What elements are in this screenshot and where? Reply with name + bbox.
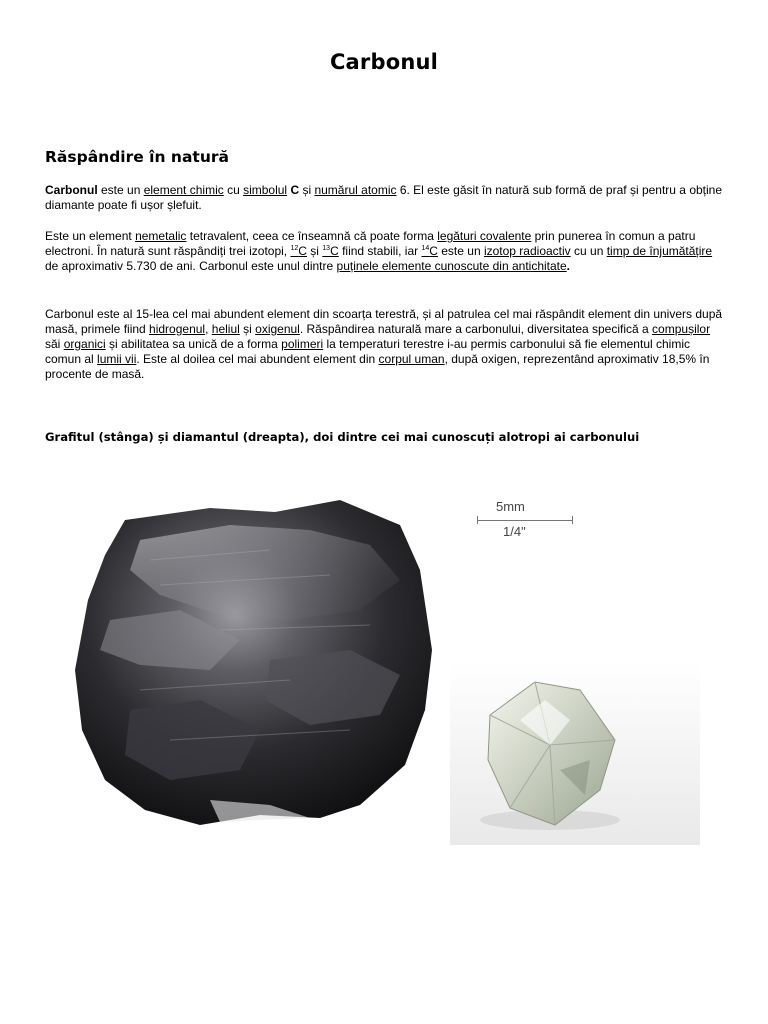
link-corpul-uman[interactable]: corpul uman bbox=[378, 352, 445, 366]
isotope-mass-number: 14 bbox=[421, 245, 430, 252]
page-title: Carbonul bbox=[329, 50, 439, 74]
link-numarul-atomic[interactable]: numărul atomic bbox=[314, 183, 397, 197]
link-carbon-13[interactable] bbox=[322, 244, 338, 258]
text: , după oxigen, reprezentând aproximativ 18,5% în procente de masă. bbox=[45, 352, 710, 381]
link-izotop-radioactiv[interactable]: izotop radioactiv bbox=[483, 244, 571, 258]
link-compusilor[interactable]: compușilor bbox=[652, 322, 711, 336]
text: este un bbox=[437, 244, 484, 258]
link-putinele-elemente[interactable]: puținele elemente cunoscute din antichitate bbox=[336, 259, 567, 273]
graphite-photo bbox=[70, 500, 450, 840]
bold-symbol-c: C bbox=[290, 183, 300, 197]
link-carbon-12[interactable] bbox=[290, 244, 306, 258]
text: . bbox=[566, 259, 571, 273]
text: . Răspândirea naturală mare a carbonului, diversitatea specifică a bbox=[299, 322, 653, 336]
text: prin punerea în comun a patru electroni. În natură sunt răspândiți trei izotopi, bbox=[45, 229, 696, 258]
text: și bbox=[299, 183, 315, 197]
text: cu un bbox=[570, 244, 607, 258]
link-legaturi-covalente[interactable]: legături covalente bbox=[437, 229, 532, 243]
diamond-photo bbox=[450, 660, 700, 845]
scale-bar bbox=[472, 496, 578, 544]
link-carbon-14[interactable] bbox=[421, 244, 437, 258]
link-organici[interactable]: organici bbox=[63, 337, 106, 351]
text: 6. El este găsit în natură sub formă de praf și pentru a obține diamante poate fi ușor șlefuit. bbox=[45, 183, 723, 212]
link-element-chimic[interactable]: element chimic bbox=[143, 183, 224, 197]
text: . Este al doilea cel mai abundent element din bbox=[136, 352, 379, 366]
text: și bbox=[306, 244, 323, 258]
scale-label-mm: 5mm bbox=[496, 499, 525, 514]
text: cu bbox=[223, 183, 244, 197]
text: și abilitatea sa unică de a forma bbox=[105, 337, 282, 351]
link-nemetalic[interactable]: nemetalic bbox=[135, 229, 187, 243]
figure-caption: Grafitul (stânga) și diamantul (dreapta), doi dintre cei mai cunoscuți alotropi ai carbonului bbox=[45, 430, 640, 444]
text: săi bbox=[45, 337, 64, 351]
text: tetravalent, ceea ce înseamnă că poate forma bbox=[186, 229, 438, 243]
scale-label-inch: 1/4" bbox=[503, 524, 526, 539]
isotope-mass-number: 12 bbox=[290, 245, 299, 252]
text: este un bbox=[97, 183, 144, 197]
text: și bbox=[239, 322, 256, 336]
link-hidrogenul[interactable]: hidrogenul bbox=[149, 322, 206, 336]
bold-term-carbonul: Carbonul bbox=[45, 183, 98, 197]
paragraph-isotopes bbox=[45, 229, 725, 274]
section-heading: Răspândire în natură bbox=[45, 148, 229, 166]
text: fiind stabili, iar bbox=[338, 244, 422, 258]
isotope-symbol: C bbox=[429, 244, 438, 258]
text: de aproximativ 5.730 de ani. Carbonul este unul dintre bbox=[45, 259, 337, 273]
isotope-symbol: C bbox=[298, 244, 307, 258]
paragraph-intro bbox=[45, 183, 725, 213]
link-lumii-vii[interactable]: lumii vii bbox=[97, 352, 137, 366]
text: Carbonul este al 15-lea cel mai abundent element din scoarța terestră, și al patrulea cel mai răspândit element din univers după masă, primele fiind bbox=[45, 307, 723, 336]
paragraph-abundance bbox=[45, 307, 725, 382]
text: , bbox=[205, 322, 212, 336]
link-polimeri[interactable]: polimeri bbox=[281, 337, 324, 351]
text: Este un element bbox=[45, 229, 136, 243]
link-heliul[interactable]: heliul bbox=[211, 322, 240, 336]
isotope-symbol: C bbox=[330, 244, 339, 258]
isotope-mass-number: 13 bbox=[322, 245, 331, 252]
link-timp-de-injumatatire[interactable]: timp de înjumătățire bbox=[606, 244, 713, 258]
link-simbolul[interactable]: simbolul bbox=[243, 183, 288, 197]
link-oxigenul[interactable]: oxigenul bbox=[255, 322, 300, 336]
text: la temperaturi terestre i-au permis carbonului să fie elementul chimic comun al bbox=[45, 337, 690, 366]
